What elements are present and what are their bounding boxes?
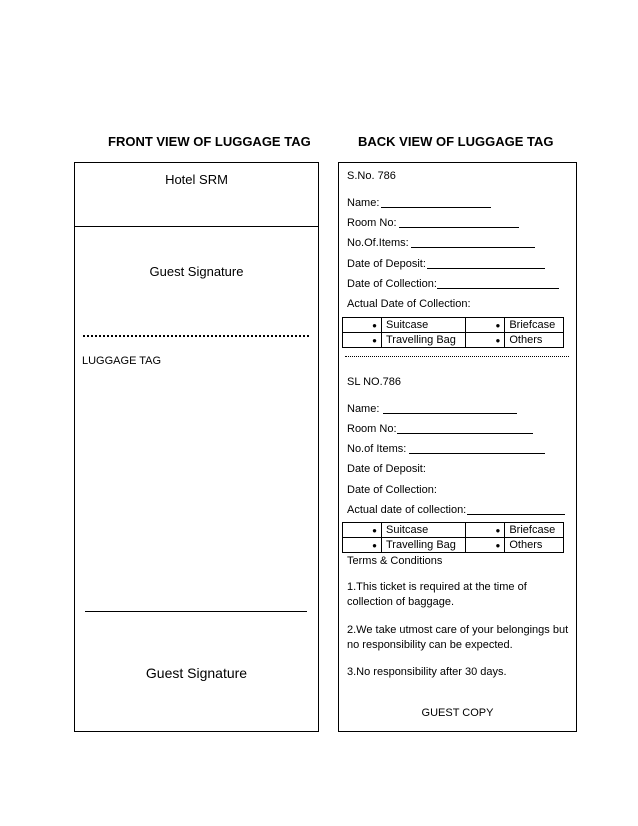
actual-date-label: Actual Date of Collection: <box>347 298 471 310</box>
room-no-label: Room No: <box>347 217 397 229</box>
room-no-line <box>399 227 519 228</box>
copy-name-label: Name: <box>347 403 380 415</box>
copy-luggage-type-table <box>342 522 564 553</box>
date-deposit-line <box>427 268 545 269</box>
items-line <box>411 247 535 248</box>
back-tag-panel <box>338 162 577 732</box>
copy-room-no-line <box>397 433 533 434</box>
copy-actual-date-line <box>467 514 565 515</box>
table-row <box>343 538 564 553</box>
guest-signature-top: Guest Signature <box>149 264 244 279</box>
signature-line <box>85 611 307 612</box>
date-collection-label: Date of Collection: <box>347 278 437 290</box>
term-2-line-1: 2.We take utmost care of your belongings but <box>347 624 569 636</box>
copy-room-no-label: Room No: <box>347 423 397 435</box>
term-2-line-2: no responsibility can be expected. <box>347 639 513 651</box>
date-collection-line <box>437 288 559 289</box>
cut-line-back <box>345 356 569 357</box>
copy-option-briefcase: Briefcase <box>505 523 564 538</box>
bullet-icon: ● <box>343 333 382 348</box>
name-line <box>381 207 491 208</box>
copy-items-line <box>409 453 545 454</box>
hotel-name: Hotel SRM <box>165 172 228 187</box>
term-1-line-2: collection of baggage. <box>347 596 455 608</box>
copy-date-deposit-label: Date of Deposit: <box>347 463 426 475</box>
option-others: Others <box>505 333 564 348</box>
option-travelling-bag: Travelling Bag <box>382 333 466 348</box>
copy-option-others: Others <box>505 538 564 553</box>
term-1-line-1: 1.This ticket is required at the time of <box>347 581 527 593</box>
guest-copy-label: GUEST COPY <box>421 707 494 719</box>
bullet-icon: ● <box>466 333 505 348</box>
luggage-tag-label: LUGGAGE TAG <box>82 355 162 367</box>
serial-number: S.No. 786 <box>347 170 396 182</box>
copy-serial-number: SL NO.786 <box>347 376 402 388</box>
items-label: No.Of.Items: <box>347 237 409 249</box>
bullet-icon: ● <box>466 523 505 538</box>
term-3: 3.No responsibility after 30 days. <box>347 666 507 678</box>
cut-line-front <box>83 335 309 337</box>
name-label: Name: <box>347 197 380 209</box>
copy-actual-date-label: Actual date of collection: <box>347 504 467 516</box>
copy-name-line <box>383 413 517 414</box>
date-deposit-label: Date of Deposit: <box>347 258 426 270</box>
table-row <box>343 318 564 333</box>
back-view-heading: BACK VIEW OF LUGGAGE TAG <box>358 134 554 149</box>
copy-date-collection-label: Date of Collection: <box>347 484 437 496</box>
bullet-icon: ● <box>466 318 505 333</box>
copy-option-travelling-bag: Travelling Bag <box>382 538 466 553</box>
copy-items-label: No.of Items: <box>347 443 407 455</box>
header-divider <box>75 226 318 227</box>
option-briefcase: Briefcase <box>505 318 564 333</box>
bullet-icon: ● <box>343 318 382 333</box>
copy-option-suitcase: Suitcase <box>382 523 466 538</box>
bullet-icon: ● <box>343 523 382 538</box>
table-row <box>343 523 564 538</box>
front-view-heading: FRONT VIEW OF LUGGAGE TAG <box>108 134 311 149</box>
bullet-icon: ● <box>466 538 505 553</box>
terms-title: Terms & Conditions <box>347 555 443 567</box>
bullet-icon: ● <box>343 538 382 553</box>
option-suitcase: Suitcase <box>382 318 466 333</box>
luggage-type-table <box>342 317 564 348</box>
table-row <box>343 333 564 348</box>
front-tag-panel <box>74 162 319 732</box>
guest-signature-bottom: Guest Signature <box>145 665 248 681</box>
